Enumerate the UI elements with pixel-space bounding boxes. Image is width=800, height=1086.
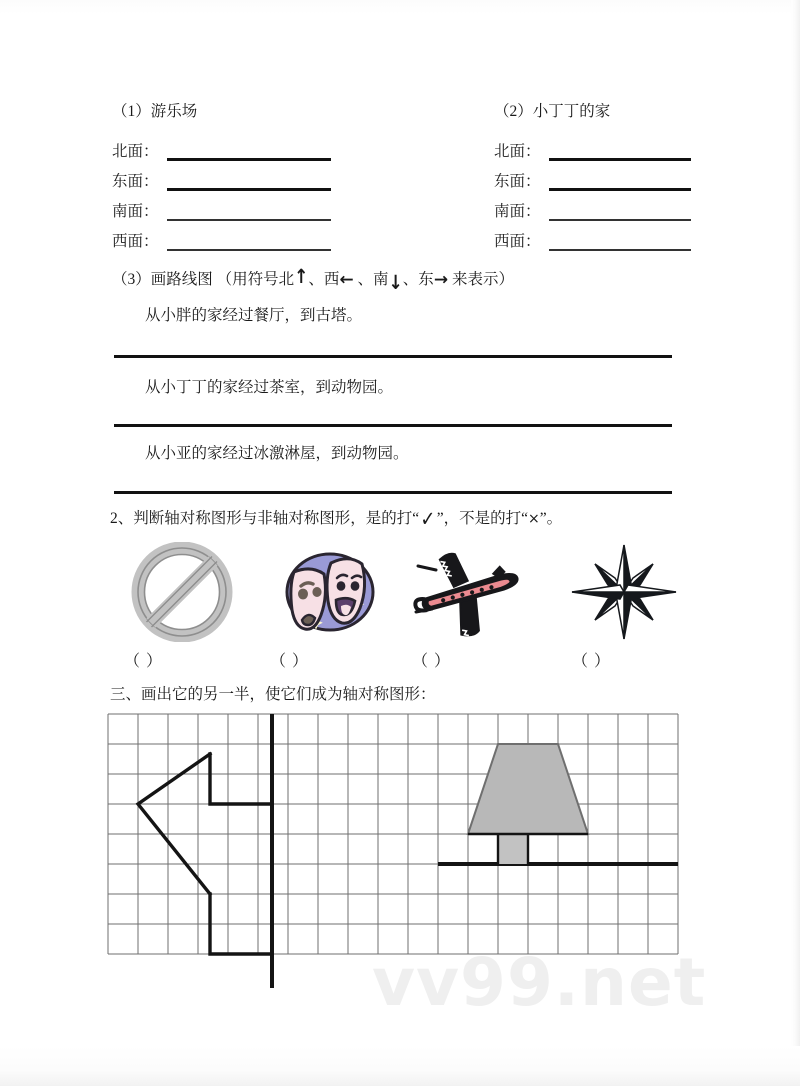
answer-parentheses-row (112, 648, 688, 670)
route-instruction (112, 265, 514, 295)
direction-label-north: 北面： (494, 143, 541, 160)
answer-blank-west[interactable] (549, 249, 691, 251)
question-3-heading: 三、画出它的另一半，使它们成为轴对称图形： (110, 686, 436, 703)
theater-masks-icon (270, 542, 390, 642)
figure-compass-rose (564, 542, 684, 642)
prohibition-sign-icon (122, 542, 242, 642)
figure-prohibition-sign (122, 542, 242, 642)
half-mushroom-shape (468, 744, 588, 864)
answer-paren-1[interactable]: （ ） (124, 653, 164, 670)
answer-blank-east[interactable] (549, 188, 691, 191)
answer-blank-north[interactable] (549, 158, 691, 161)
column-title-home: （2）小丁丁的家 (494, 103, 611, 120)
direction-row-east (112, 164, 412, 194)
figure-airplane (412, 542, 532, 642)
direction-label-north: 北面： (112, 143, 159, 160)
column-title-playground: （1）游乐场 (112, 103, 198, 120)
direction-label-east: 东面： (494, 173, 541, 190)
question-2-heading (110, 504, 563, 531)
arrow-right-icon: → (433, 270, 449, 290)
answer-blank-north[interactable] (167, 158, 331, 161)
route-instruction-mid3: 、东 (402, 271, 434, 288)
direction-row-north (494, 134, 784, 164)
direction-label-east: 东面： (112, 173, 159, 190)
figure-theater-masks (270, 542, 390, 642)
direction-row-south (112, 194, 412, 224)
question-2-middle: ”，不是的打“ (436, 510, 529, 527)
route-prompt-3: 从小亚的家经过冰激淋屋，到动物园。 (145, 445, 409, 462)
answer-blank-east[interactable] (167, 188, 331, 191)
direction-label-west: 西面： (494, 233, 541, 250)
direction-label-south: 南面： (494, 203, 541, 220)
direction-row-east (494, 164, 784, 194)
page-edge-top (0, 0, 800, 14)
watermark: vv99.net (372, 944, 707, 1021)
page-edge-right (791, 0, 800, 1086)
compass-rose-icon (564, 542, 684, 642)
answer-paren-3[interactable]: （ ） (412, 653, 452, 670)
arrow-left-icon: ← (339, 270, 354, 290)
route-prompt-2: 从小丁丁的家经过茶室，到动物园。 (145, 379, 394, 396)
route-answer-rule-3[interactable] (114, 491, 672, 494)
airplane-icon (412, 542, 532, 642)
route-prompt-1: 从小胖的家经过餐厅，到古塔。 (145, 307, 363, 324)
answer-blank-south[interactable] (167, 219, 331, 221)
direction-label-south: 南面： (112, 203, 159, 220)
answer-blank-south[interactable] (549, 219, 691, 221)
route-answer-rule-2[interactable] (114, 424, 672, 427)
direction-column-playground (112, 102, 412, 254)
answer-paren-2[interactable]: （ ） (270, 653, 310, 670)
cross-mark-icon: × (528, 511, 540, 527)
direction-label-west: 西面： (112, 233, 159, 250)
arrow-down-icon: ↓ (388, 271, 403, 295)
figure-row (112, 542, 688, 642)
route-instruction-mid2: 、南 (353, 271, 389, 288)
direction-row-north (112, 134, 412, 164)
check-mark-icon: ✓ (420, 507, 436, 531)
route-instruction-suffix: 来表示） (448, 271, 514, 288)
answer-blank-west[interactable] (167, 249, 331, 251)
route-answer-rule-1[interactable] (114, 355, 672, 358)
route-instruction-prefix: （3）画路线图 （用符号北 (112, 271, 295, 288)
page-edge-bottom (0, 1046, 800, 1086)
direction-row-south (494, 194, 784, 224)
arrow-up-icon: ↑ (294, 265, 309, 289)
route-instruction-mid1: 、西 (308, 271, 340, 288)
direction-column-home (494, 102, 784, 254)
direction-row-west (494, 224, 784, 254)
answer-paren-4[interactable]: （ ） (572, 653, 612, 670)
question-2-prefix: 2、判断轴对称图形与非轴对称图形，是的打“ (110, 510, 420, 527)
question-2-suffix: ”。 (539, 510, 563, 527)
grid-lines (108, 714, 678, 954)
direction-row-west (112, 224, 412, 254)
